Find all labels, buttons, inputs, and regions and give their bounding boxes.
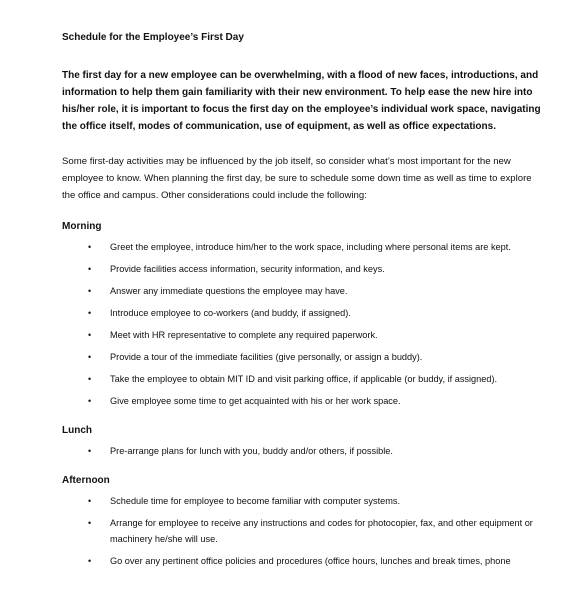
- list-item: [62, 327, 545, 343]
- section-heading-morning: Morning: [62, 221, 102, 232]
- bullet-icon: •: [88, 518, 92, 528]
- list-item-text: Schedule time for employee to become familiar with computer systems.: [110, 496, 401, 506]
- list-item-text: Take the employee to obtain MIT ID and visit parking office, if applicable (or buddy, if assigned).: [110, 374, 498, 384]
- list-item: [62, 305, 545, 321]
- list-item: [62, 515, 545, 547]
- list-item-text: Provide facilities access information, security information, and keys.: [110, 264, 385, 274]
- list-item-text: Introduce employee to co-workers (and buddy, if assigned).: [110, 308, 351, 318]
- list-item: [62, 493, 545, 509]
- list-item-text: Meet with HR representative to complete any required paperwork.: [110, 330, 378, 340]
- intro-paragraph: The first day for a new employee can be overwhelming, with a flood of new faces, introductions, and information to help them gain familiarity with their new environment. To help ease the new hire into his/her role, it is important to focus the first day on the employee’s individual work space, navigating the office itself, modes of communication, use of equipment, as well as office expectations.: [62, 70, 541, 132]
- list-item-text: Pre-arrange plans for lunch with you, buddy and/or others, if possible.: [110, 446, 393, 456]
- bullet-icon: •: [88, 374, 92, 384]
- list-item: [62, 393, 545, 409]
- list-item-text: Greet the employee, introduce him/her to the work space, including where personal items are kept.: [110, 242, 511, 252]
- list-item: [62, 261, 545, 277]
- bullet-list-lunch: [62, 443, 545, 459]
- list-item-text: Arrange for employee to receive any instructions and codes for photocopier, fax, and other equipment or machinery he/she will use.: [110, 518, 533, 544]
- bullet-icon: •: [88, 242, 92, 252]
- list-item: [62, 443, 545, 459]
- list-item-text: Give employee some time to get acquainted with his or her work space.: [110, 396, 401, 406]
- list-item: [62, 371, 545, 387]
- bullet-icon: •: [88, 396, 92, 406]
- list-item-text: Go over any pertinent office policies and procedures (office hours, lunches and break times, phone: [110, 556, 511, 566]
- bullet-icon: •: [88, 556, 92, 566]
- bullet-icon: •: [88, 308, 92, 318]
- bullet-icon: •: [88, 352, 92, 362]
- section-heading-lunch: Lunch: [62, 425, 92, 436]
- bullet-icon: •: [88, 286, 92, 296]
- considerations-paragraph: Some first-day activities may be influenced by the job itself, so consider what’s most important for the new employee to know. When planning the first day, be sure to schedule some down time as well as time to explore the office and campus. Other considerations could include the following:: [62, 156, 532, 201]
- list-item-text: Provide a tour of the immediate facilities (give personally, or assign a buddy).: [110, 352, 423, 362]
- bullet-list-afternoon: [62, 493, 545, 569]
- section-morning: [62, 220, 545, 409]
- list-item: [62, 283, 545, 299]
- section-heading-afternoon: Afternoon: [62, 475, 110, 486]
- list-item: [62, 553, 545, 569]
- bullet-list-morning: [62, 239, 545, 409]
- bullet-icon: •: [88, 264, 92, 274]
- document-title: Schedule for the Employee’s First Day: [62, 32, 244, 43]
- list-item: [62, 349, 545, 365]
- bullet-icon: •: [88, 446, 92, 456]
- section-lunch: [62, 424, 545, 459]
- bullet-icon: •: [88, 496, 92, 506]
- list-item-text: Answer any immediate questions the employee may have.: [110, 286, 348, 296]
- section-afternoon: [62, 474, 545, 569]
- list-item: [62, 239, 545, 255]
- bullet-icon: •: [88, 330, 92, 340]
